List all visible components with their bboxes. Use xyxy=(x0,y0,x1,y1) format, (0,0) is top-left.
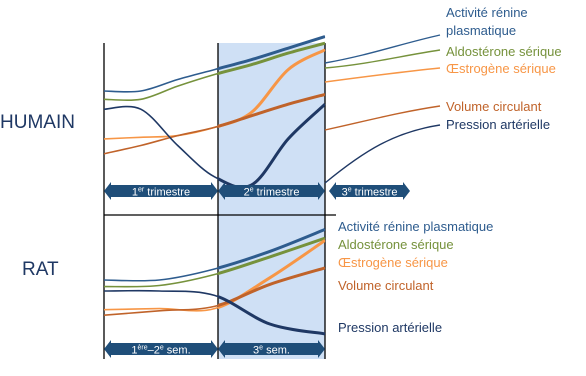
leader-volume xyxy=(325,106,440,130)
leader-oestro xyxy=(325,68,440,82)
rat-label-volume: Volume circulant xyxy=(338,278,434,293)
period-label-t3: 3e trimestre xyxy=(341,186,398,199)
label-pression: Pression artérielle xyxy=(446,117,551,132)
leader-pression xyxy=(325,125,440,183)
label-aldo: Aldostérone sérique xyxy=(446,44,562,59)
period-label-s12: 1ère–2e sem. xyxy=(131,344,191,357)
label-oestro: Œstrogène sérique xyxy=(446,61,556,76)
panel-label-rat: RAT xyxy=(22,259,59,280)
period-label-t1: 1er trimestre xyxy=(131,186,191,199)
rat-label-pression: Pression artérielle xyxy=(338,320,443,335)
period-label-s3: 3e sem. xyxy=(253,344,290,357)
humain-leader-lines xyxy=(325,35,440,183)
rat-label-oestro: Œstrogène sérique xyxy=(338,255,448,270)
label-volume: Volume circulant xyxy=(446,99,542,114)
rat-label-renin: Activité rénine plasmatique xyxy=(338,219,494,234)
rat-label-aldo: Aldostérone sérique xyxy=(338,237,454,252)
panel-label-humain: HUMAIN xyxy=(0,112,75,133)
leader-renin xyxy=(325,35,440,63)
label-renin-line2: plasmatique xyxy=(446,23,517,38)
label-renin-line1: Activité rénine xyxy=(446,5,528,20)
period-label-t2: 2e trimestre xyxy=(243,186,300,199)
